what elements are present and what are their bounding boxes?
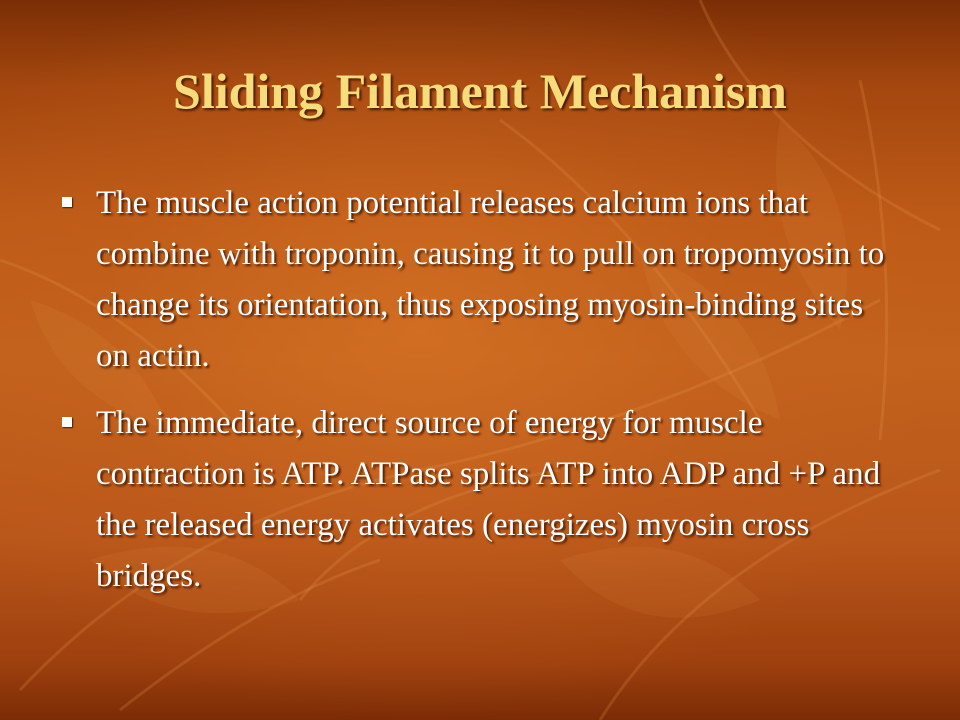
bullet-item: [58, 178, 898, 382]
slide-title: Sliding Filament Mechanism: [173, 63, 787, 119]
square-bullet-icon: [62, 197, 72, 207]
bullet-text: The muscle action potential releases calcium ions that combine with troponin, causing it to pull on tropomyosin to change its orientation, thus exposing myosin-binding sites on actin.: [96, 185, 885, 374]
bullet-list: [58, 178, 898, 618]
bullet-text: The immediate, direct source of energy for muscle contraction is ATP. ATPase splits ATP into ADP and +P and the released energy activates (energizes) myosin cross bridges.: [96, 405, 881, 594]
square-bullet-icon: [62, 417, 72, 427]
bullet-item: [58, 398, 898, 602]
